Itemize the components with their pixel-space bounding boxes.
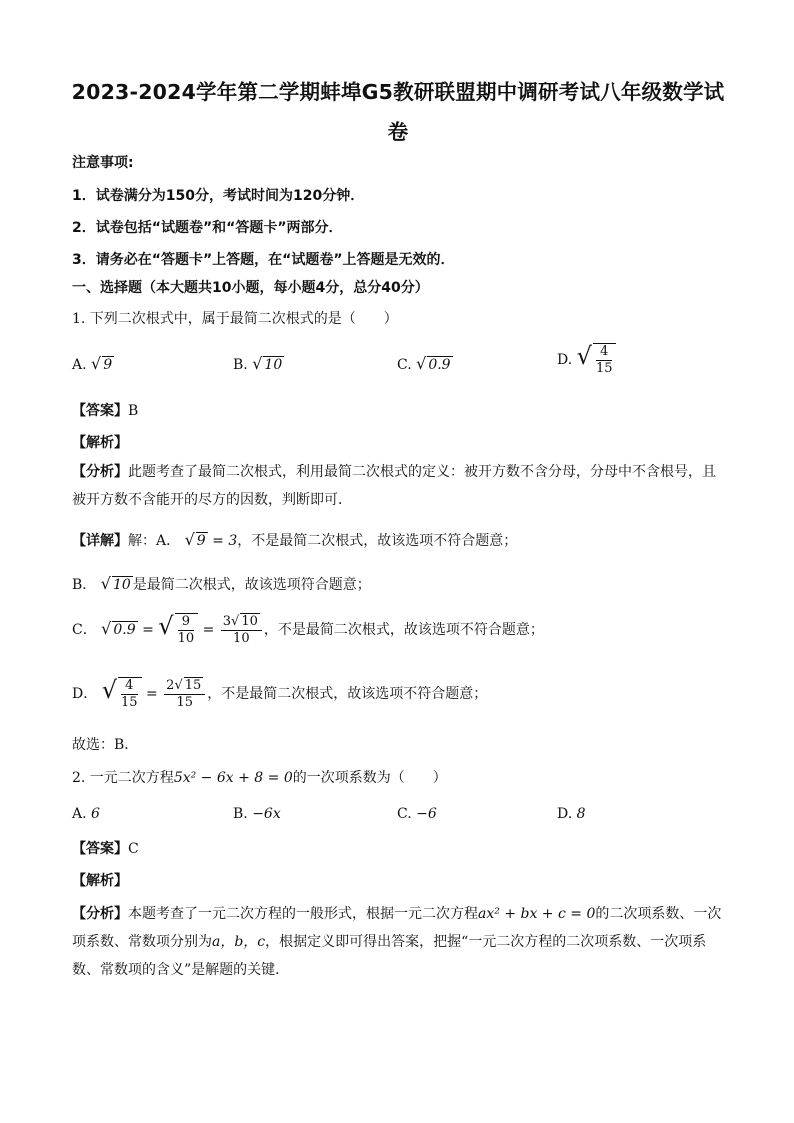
fraction-radicand: 10	[241, 614, 258, 629]
notice-item-2: 2．试卷包括“试题卷”和“答题卡”两部分．	[72, 220, 343, 236]
notice-item-3: 3．请务必在“答题卡”上答题，在“试题卷”上答题是无效的．	[72, 252, 455, 268]
option-label: B.	[233, 357, 248, 373]
answer-tag: 【答案】	[72, 403, 128, 419]
fraction-denominator: 15	[120, 694, 138, 710]
question-2-stem	[72, 767, 447, 787]
sqrt-icon: √	[100, 574, 111, 593]
sqrt-icon: √	[184, 530, 195, 549]
fraction-numerator: 4	[121, 678, 138, 695]
option-value: −6x	[252, 806, 281, 822]
fenxi-equation: ax² + bx + c = 0	[478, 906, 596, 922]
option-label: C.	[397, 806, 412, 822]
q1-conclusion: 故选：B．	[72, 737, 139, 753]
fraction-radicand: 15	[184, 678, 202, 693]
fraction-denominator: 15	[595, 360, 613, 376]
fraction-denominator: 10	[177, 630, 195, 646]
sqrt-icon: √	[174, 678, 183, 693]
q1-option-a	[72, 354, 114, 373]
q2-analysis-tag: 【解析】	[72, 873, 128, 889]
notice-heading: 注意事项:	[72, 155, 134, 171]
stem-post: 的一次项系数为（ ）	[292, 770, 447, 786]
fraction-denominator: 15	[176, 695, 193, 710]
page-title: 2023-2024学年第二学期蚌埠G5教研联盟期中调研考试八年级数学试卷	[71, 80, 725, 144]
detail-d-text: ，不是最简二次根式，故该选项不符合题意；	[207, 686, 488, 702]
fenxi-text: 此题考查了最简二次根式，利用最简二次根式的定义：被开方数不含分母，分母中不含根号，且被开方数不含能开的尽方的因数，判断即可．	[72, 464, 716, 508]
detail-tag: 【详解】	[72, 533, 128, 549]
answer-tag: 【答案】	[72, 841, 128, 857]
detail-a-prefix: 解：A．	[128, 533, 181, 549]
q2-option-a	[72, 806, 100, 822]
sqrt-icon: √	[576, 342, 592, 370]
q1-detail-b	[72, 574, 371, 594]
detail-c-prefix: C．	[72, 622, 97, 638]
option-label: B.	[233, 806, 248, 822]
option-value: 9	[103, 357, 113, 373]
detail-a-text: ，不是最简二次根式，故该选项不符合题意；	[237, 533, 518, 549]
fenxi-tag: 【分析】	[72, 464, 128, 480]
q1-option-c	[397, 354, 453, 373]
stem-equation: 5x² − 6x + 8 = 0	[173, 770, 293, 786]
fraction-numerator: 9	[178, 614, 195, 631]
q2-option-c	[397, 806, 437, 822]
sqrt-icon: √	[416, 354, 427, 373]
detail-c-text: ，不是最简二次根式，故该选项不符合题意；	[263, 622, 544, 638]
option-value: −6	[416, 806, 437, 822]
detail-d-prefix: D．	[72, 686, 98, 702]
fenxi-pre: 本题考查了一元二次方程的一般形式，根据一元二次方程	[128, 906, 478, 922]
q1-option-b	[233, 354, 284, 373]
fraction-coef: 2	[166, 678, 175, 693]
option-label: A.	[72, 357, 87, 373]
detail-b-text: 是最简二次根式，故该选项符合题意；	[132, 577, 371, 593]
sqrt-icon: √	[231, 614, 240, 629]
sqrt-icon: √	[158, 612, 174, 640]
detail-c-radicand: 0.9	[113, 622, 136, 638]
detail-b-radicand: 10	[112, 577, 131, 593]
fenxi-tag: 【分析】	[72, 906, 128, 922]
q1-detail-a	[72, 530, 517, 550]
q1-answer	[72, 400, 138, 420]
q2-fenxi	[72, 900, 728, 984]
detail-a-radicand: 9	[196, 533, 206, 549]
option-value: 8	[576, 806, 586, 822]
option-label: C.	[397, 357, 412, 373]
fenxi-post: ，根据定义即可得出答案，把握“一元二次方程的二次项系数、一次项系数、常数项的含义”是解题的关键．	[72, 934, 707, 978]
option-value: 10	[264, 357, 283, 373]
answer-value: C	[128, 841, 139, 857]
option-value: 0.9	[428, 357, 451, 373]
fenxi-mid: 的二次项系数、一次项系数、常数项分别为	[72, 906, 722, 950]
option-value: 6	[91, 806, 100, 822]
q1-analysis-tag: 【解析】	[72, 435, 128, 451]
section-heading: 一、选择题（本大题共10小题，每小题4分，总分40分）	[72, 280, 429, 296]
detail-b-prefix: B．	[72, 577, 97, 593]
option-label: A.	[72, 806, 87, 822]
q2-answer	[72, 838, 139, 858]
q1-option-d	[557, 342, 616, 377]
q1-detail-c: C． √ 0.9 = √ $\frac{9}{10}$ = $\frac{3√ 10}{10}$ ，不是最简二次根式，故该选项不符合题意；	[72, 612, 544, 646]
answer-value: B	[128, 403, 139, 419]
sqrt-icon: √	[91, 354, 102, 373]
fraction-coef: 3	[222, 614, 232, 629]
q2-option-d	[557, 806, 586, 822]
fraction-denominator: 10	[233, 631, 250, 646]
sqrt-icon: √	[101, 676, 117, 704]
q2-option-b	[233, 806, 281, 822]
fenxi-vars: a，b，c	[212, 934, 266, 950]
sqrt-icon: √	[101, 619, 112, 638]
q1-detail-d: D． √ $\frac{4}{15}$ = $\frac{2√ 15}{15}$ ，不是最简二次根式，故该选项不符合题意；	[72, 676, 488, 710]
fraction-numerator: 4	[596, 344, 613, 361]
notice-item-1: 1．试卷满分为150分，考试时间为120分钟．	[72, 188, 365, 204]
q1-fenxi	[72, 458, 728, 514]
option-label: D.	[557, 806, 573, 822]
question-1-stem: 1. 下列二次根式中，属于最简二次根式的是（ ）	[72, 311, 398, 327]
sqrt-icon: √	[252, 354, 263, 373]
detail-a-eq: = 3	[212, 533, 238, 549]
stem-pre: 2. 一元二次方程	[72, 770, 174, 786]
option-label: D.	[557, 352, 573, 368]
